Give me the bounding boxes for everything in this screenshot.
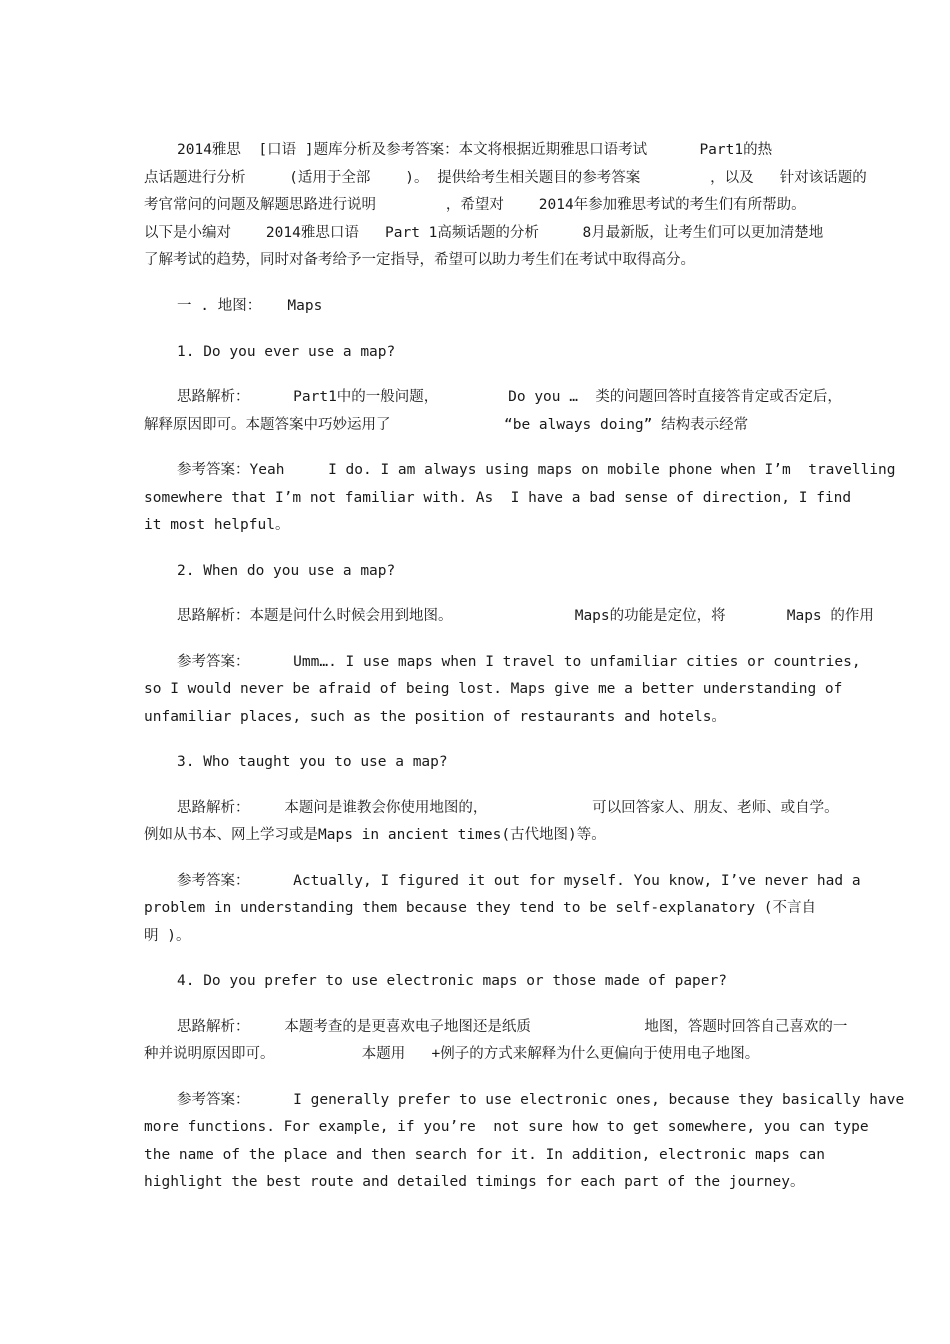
answer-1-line-1: 参考答案：Yeah I do. I am always using maps on mobile phone when I’m travelling: [177, 462, 896, 478]
analysis-3-line-1: 思路解析： 本题问是谁教会你使用地图的， 可以回答家人、朋友、老师、或自学。: [177, 800, 839, 816]
answer-4-line-2: more functions. For example, if you’re not sure how to get somewhere, you can type: [144, 1119, 869, 1135]
answer-4-line-1: 参考答案： I generally prefer to use electronic ones, because they basically have: [177, 1092, 905, 1108]
intro-line-4: 以下是小编对 2014雅思口语 Part 1高频话题的分析 8月最新版，让考生们可以更加清楚地: [144, 225, 824, 241]
intro-line-5: 了解考试的趋势，同时对备考给予一定指导，希望可以助力考生们在考试中取得高分。: [144, 252, 695, 268]
answer-3-line-1: 参考答案： Actually, I figured it out for myself. You know, I’ve never had a: [177, 873, 861, 889]
analysis-2-line-1: 思路解析：本题是问什么时候会用到地图。 Maps的功能是定位，将 Maps 的作用: [177, 608, 874, 624]
analysis-1-line-2: 解释原因即可。本题答案中巧妙运用了 “be always doing” 结构表示经常: [144, 417, 749, 433]
answer-3-line-3: 明 )。: [144, 928, 191, 944]
intro-line-1: 2014雅思 [口语 ]题库分析及参考答案：本文将根据近期雅思口语考试 Part1的热: [177, 142, 773, 158]
section-heading: 一 . 地图： Maps: [177, 298, 323, 314]
intro-line-2: 点话题进行分析 (适用于全部 )。 提供给考生相关题目的参考答案 ，以及 针对该话题的: [144, 170, 867, 186]
analysis-4-line-1: 思路解析： 本题考查的是更喜欢电子地图还是纸质 地图，答题时回答自己喜欢的一: [177, 1019, 848, 1035]
question-3: 3. Who taught you to use a map?: [177, 754, 448, 770]
answer-2-line-3: unfamiliar places, such as the position of restaurants and hotels。: [144, 709, 726, 725]
answer-2-line-1: 参考答案： Umm…. I use maps when I travel to unfamiliar cities or countries,: [177, 654, 861, 670]
answer-4-line-4: highlight the best route and detailed timings for each part of the journey。: [144, 1174, 805, 1190]
question-1: 1. Do you ever use a map?: [177, 344, 396, 360]
answer-1-line-3: it most helpful。: [144, 517, 290, 533]
answer-3-line-2: problem in understanding them because they tend to be self-explanatory (不言自: [144, 900, 817, 916]
analysis-1-line-1: 思路解析： Part1中的一般问题， Do you … 类的问题回答时直接答肯定或否定后，: [177, 389, 842, 405]
question-4: 4. Do you prefer to use electronic maps or those made of paper?: [177, 973, 727, 989]
answer-4-line-3: the name of the place and then search for it. In addition, electronic maps can: [144, 1147, 825, 1163]
answer-2-line-2: so I would never be afraid of being lost. Maps give me a better understanding of: [144, 681, 843, 697]
analysis-4-line-2: 种并说明原因即可。 本题用 +例子的方式来解释为什么更偏向于使用电子地图。: [144, 1046, 760, 1062]
analysis-3-line-2: 例如从书本、网上学习或是Maps in ancient times(古代地图)等。: [144, 827, 606, 843]
intro-line-3: 考官常问的问题及解题思路进行说明 ，希望对 2014年参加雅思考试的考生们有所帮助。: [144, 197, 806, 213]
answer-1-line-2: somewhere that I’m not familiar with. As I have a bad sense of direction, I find: [144, 490, 852, 506]
question-2: 2. When do you use a map?: [177, 563, 396, 579]
